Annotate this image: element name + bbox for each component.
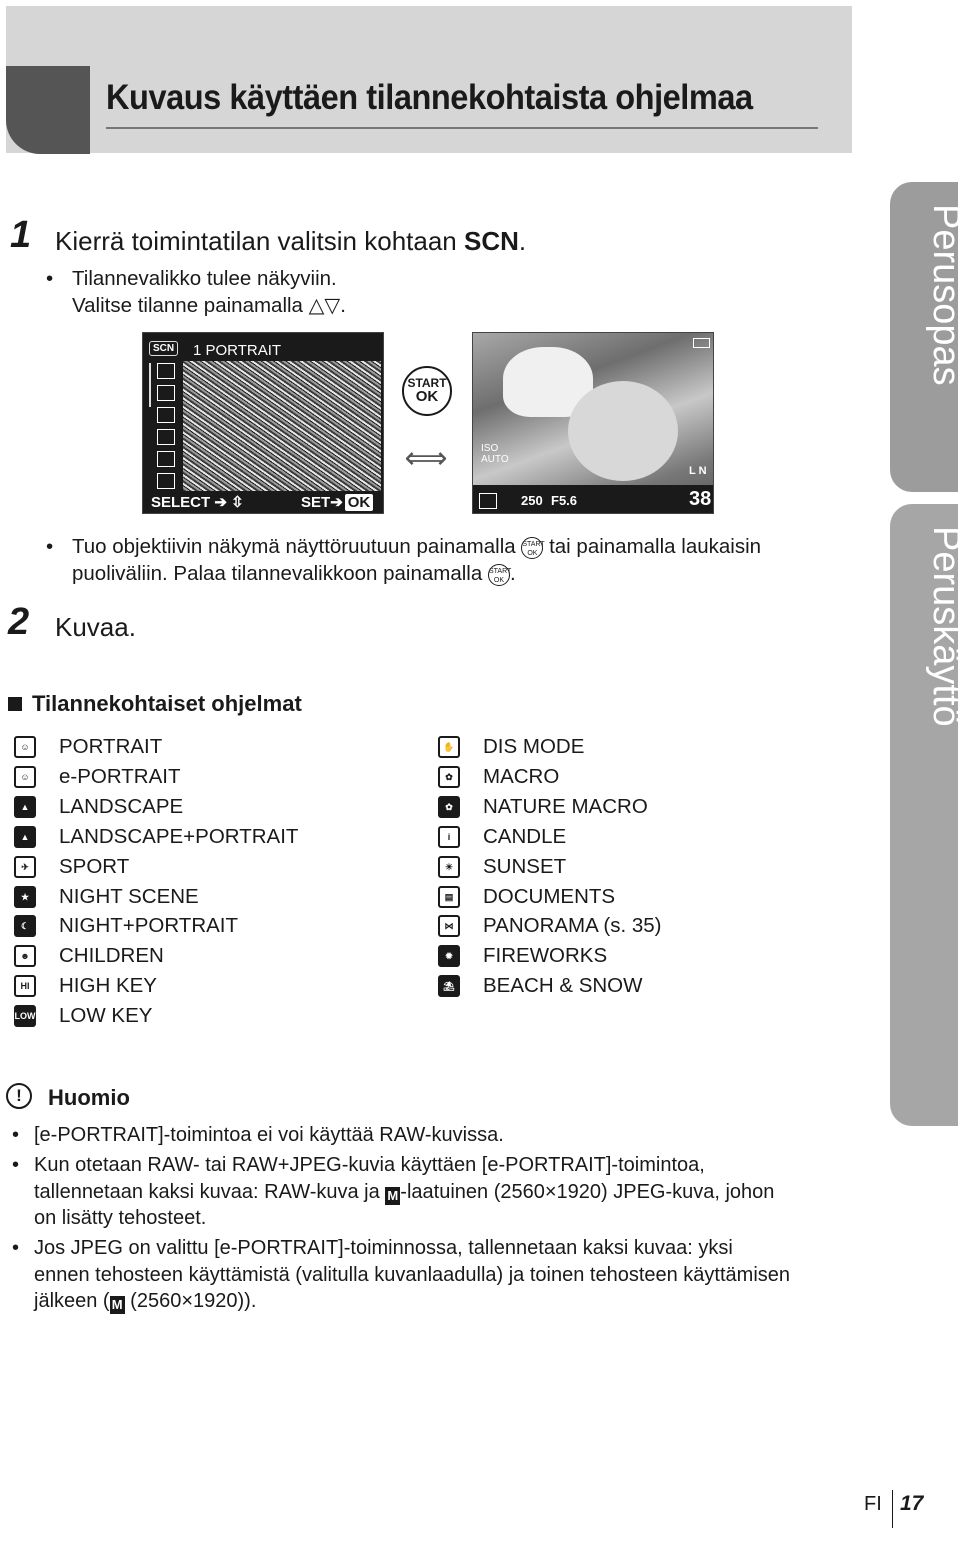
bullet-2-part-2: tai painamalla laukaisin <box>549 535 762 558</box>
start-ok-button-icon: START OK <box>402 366 452 416</box>
page-title: Kuvaus käyttäen tilannekohtaista ohjelmaa <box>106 78 753 117</box>
mode-item: ⛱ BEACH & SNOW <box>438 971 460 1001</box>
fireworks-icon: ✹ <box>438 945 460 967</box>
landscape-icon: ▲ <box>14 796 36 818</box>
mode-item: ★ NIGHT SCENE <box>14 882 36 912</box>
candle-icon: i <box>438 826 460 848</box>
lcd-live-view <box>472 332 714 514</box>
switch-arrow-icon: ⟺ <box>404 442 448 475</box>
portrait-icon: ☺ <box>14 736 36 758</box>
live-view-status-bar <box>473 485 713 513</box>
lcd-landscape-portrait-icon[interactable] <box>157 429 175 445</box>
page-number: 17 <box>900 1492 924 1515</box>
bullet-2-line-2: puoliväliin. Palaa tilannevalikkoon painamalla <box>72 562 483 585</box>
mode-item: ☺ e-PORTRAIT <box>14 762 36 792</box>
iso-auto-indicator: ISO AUTO <box>481 443 509 465</box>
mode-item: ▲ LANDSCAPE+PORTRAIT <box>14 822 36 852</box>
lcd-menu-item: 1 PORTRAIT <box>193 342 282 359</box>
mode-item: ☀ SUNSET <box>438 852 460 882</box>
nature-macro-icon: ✿ <box>438 796 460 818</box>
m-quality-icon-2: M <box>110 1296 125 1314</box>
warning-icon: ! <box>6 1083 32 1109</box>
mode-item: ☺ PORTRAIT <box>14 732 36 762</box>
mode-item: ✿ MACRO <box>438 762 460 792</box>
up-down-arrows-icon: △▽ <box>308 294 341 317</box>
sport-icon: ✈ <box>14 856 36 878</box>
lcd-portrait-icon[interactable] <box>157 363 175 379</box>
note-bullet-2: • Kun otetaan RAW- tai RAW+JPEG-kuvia käyttäen [e-PORTRAIT]-toimintoa, tallennetaan kaksi kuvaa: RAW-kuva ja M -laatuinen (2560×1920) JPEG-kuva, johon on lisätty tehosteet. <box>12 1154 775 1229</box>
e-portrait-icon: ☺ <box>14 766 36 788</box>
lcd-mode-icon-list <box>157 363 179 489</box>
mode-item: ✈ SPORT <box>14 852 36 882</box>
documents-icon: ▤ <box>438 886 460 908</box>
title-underline <box>106 127 818 129</box>
menu-scrollbar[interactable] <box>149 363 151 407</box>
lcd-landscape-icon[interactable] <box>157 407 175 423</box>
section-bullet-icon <box>8 697 22 711</box>
panorama-icon: ⋈ <box>438 915 460 937</box>
beach-snow-icon: ⛱ <box>438 975 460 997</box>
bullet-1-line-1: Tilannevalikko tulee näkyviin. <box>72 267 337 290</box>
battery-icon <box>693 338 710 348</box>
step-1-number: 1 <box>10 214 32 256</box>
mode-item: ✹ FIREWORKS <box>438 941 460 971</box>
scn-mode-word: SCN <box>464 226 519 256</box>
footer-divider <box>892 1490 893 1528</box>
start-ok-inline-icon: START OK <box>521 537 543 559</box>
children-icon: ☻ <box>14 945 36 967</box>
side-tab-peruskaytto[interactable] <box>890 504 967 1126</box>
footer-language: FI <box>864 1493 882 1515</box>
side-tab-perusopas[interactable] <box>890 182 967 492</box>
aperture-value: F5.6 <box>551 493 578 508</box>
header-tab-decoration <box>6 66 90 154</box>
note-bullet-1: • [e-PORTRAIT]-toimintoa ei voi käyttää RAW-kuvissa. <box>12 1124 504 1146</box>
lcd-set-label: SET➔ OK <box>301 493 373 511</box>
lcd-e-portrait-icon[interactable] <box>157 385 175 401</box>
child-face-shape <box>568 381 678 481</box>
lcd-select-label: SELECT ➔ ⇳ <box>151 494 244 511</box>
mode-item: ☻ CHILDREN <box>14 941 36 971</box>
dis-mode-icon: ✋ <box>438 736 460 758</box>
night-portrait-icon: ☾ <box>14 915 36 937</box>
lcd-scene-menu <box>142 332 384 514</box>
macro-icon: ✿ <box>438 766 460 788</box>
note-bullet-3: • Jos JPEG on valittu [e-PORTRAIT]-toiminnossa, tallennetaan kaksi kuvaa: yksi ennen tehosteen käyttämistä (valitulla kuvanlaadulla) ja toinen tehosteen käyttämisen jälkeen ( M (2560×1920)). <box>12 1237 791 1312</box>
high-key-icon: HI <box>14 975 36 997</box>
m-quality-icon: M <box>385 1187 400 1205</box>
note-title: Huomio <box>48 1085 130 1110</box>
mode-item: i CANDLE <box>438 822 460 852</box>
step-1-text <box>55 226 526 257</box>
mode-item: ▤ DOCUMENTS <box>438 882 460 912</box>
sunset-icon: ☀ <box>438 856 460 878</box>
portrait-preview-image <box>183 361 381 491</box>
section-title: Tilannekohtaiset ohjelmat <box>32 691 302 716</box>
scn-badge: SCN <box>149 341 178 356</box>
mode-item: HI HIGH KEY <box>14 971 36 1001</box>
mode-item: ☾ NIGHT+PORTRAIT <box>14 911 36 941</box>
step-1-bullet-2: • Tuo objektiivin näkymä näyttöruutuun painamalla START OK tai painamalla laukaisin puoliväliin. Palaa tilannevalikkoon painamalla START OK . <box>46 535 762 585</box>
shutter-speed: 250 <box>521 493 543 508</box>
step-1-period: . <box>518 226 527 256</box>
mode-item: ✋ DIS MODE <box>438 732 460 762</box>
step-2-number: 2 <box>8 601 30 643</box>
mode-item: LOW LOW KEY <box>14 1004 153 1027</box>
side-tab-perusopas-label: Perusopas <box>925 204 967 386</box>
step-2-text: Kuvaa. <box>55 612 136 642</box>
scene-portrait-icon <box>479 493 497 509</box>
mode-item: ⋈ PANORAMA (s. 35) <box>438 911 460 941</box>
mode-item: ▲ LANDSCAPE <box>14 792 36 822</box>
scene-modes-right-list <box>424 732 854 1032</box>
night-scene-icon: ★ <box>14 886 36 908</box>
landscape-portrait-icon: ▲ <box>14 826 36 848</box>
lcd-sport-icon[interactable] <box>157 451 175 467</box>
lcd-ok-badge: OK <box>345 494 374 511</box>
shots-remaining: 38 <box>689 488 712 510</box>
mode-item: ✿ NATURE MACRO <box>438 792 460 822</box>
lcd-night-scene-icon[interactable] <box>157 473 175 489</box>
image-quality-indicator: L N <box>689 465 707 477</box>
side-tab-peruskaytto-label: Peruskäyttö <box>925 526 967 727</box>
start-ok-inline-icon-2: START OK <box>488 564 510 586</box>
scene-modes-left-list <box>0 732 430 1032</box>
bullet-1-line-2: Valitse tilanne painamalla △▽. <box>72 294 346 317</box>
low-key-icon: LOW <box>14 1005 36 1027</box>
step-1-instruction: Kierrä toimintatilan valitsin kohtaan <box>55 226 457 256</box>
step-1-bullet-1: • Tilannevalikko tulee näkyviin. Valitse tilanne painamalla △▽. <box>72 265 572 319</box>
bullet-1-line-2-text: Valitse tilanne painamalla <box>72 294 303 317</box>
bullet-2-part-1: Tuo objektiivin näkymä näyttöruutuun painamalla <box>72 535 516 558</box>
